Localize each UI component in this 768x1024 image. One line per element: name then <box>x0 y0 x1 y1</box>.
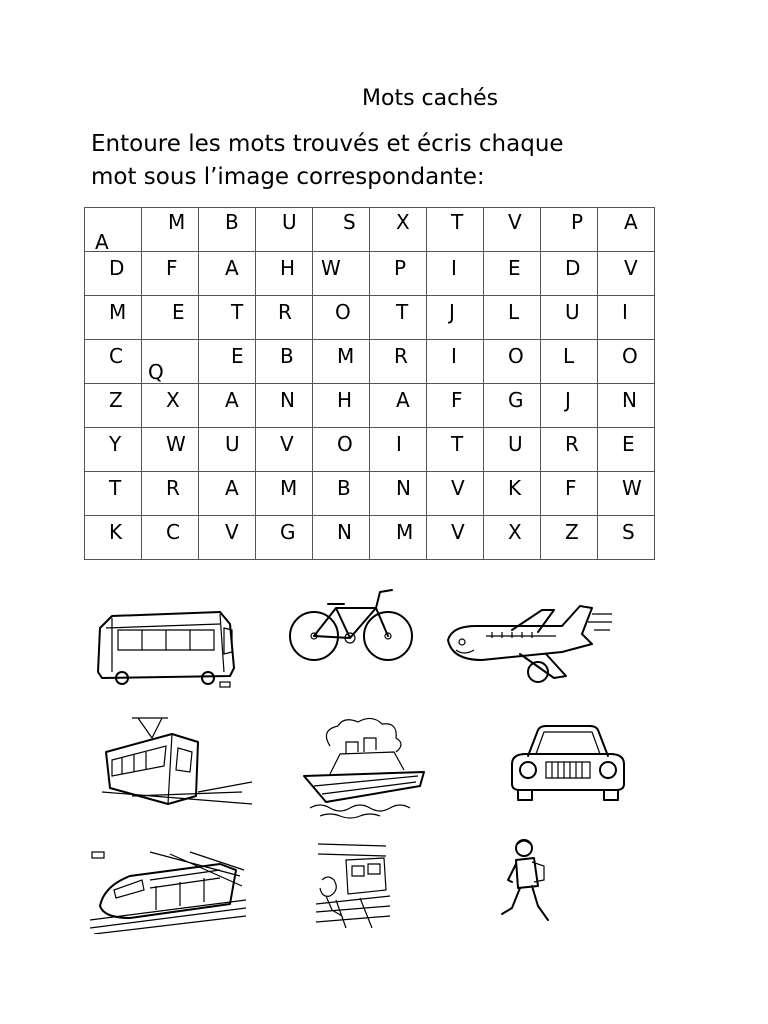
grid-cell[interactable] <box>256 384 313 428</box>
grid-cell[interactable] <box>598 428 655 472</box>
grid-cell[interactable] <box>199 472 256 516</box>
grid-cell[interactable] <box>142 428 199 472</box>
grid-cell[interactable] <box>541 516 598 560</box>
grid-letter: I <box>451 344 457 368</box>
car-image <box>506 720 630 806</box>
grid-letter: P <box>394 256 407 280</box>
grid-cell[interactable] <box>142 384 199 428</box>
grid-cell[interactable] <box>598 472 655 516</box>
grid-cell[interactable] <box>199 384 256 428</box>
grid-letter: T <box>451 432 464 456</box>
grid-letter: E <box>508 256 521 280</box>
grid-cell[interactable] <box>142 252 199 296</box>
instructions <box>91 128 691 194</box>
grid-row <box>85 208 655 252</box>
grid-cell[interactable] <box>85 296 142 340</box>
grid-cell[interactable] <box>85 252 142 296</box>
grid-cell[interactable] <box>427 516 484 560</box>
grid-letter: I <box>622 300 628 324</box>
grid-letter: R <box>278 300 292 324</box>
grid-letter: F <box>451 388 463 412</box>
tram-icon <box>102 712 252 808</box>
grid-letter: O <box>622 344 638 368</box>
grid-row <box>85 252 655 296</box>
grid-letter: M <box>280 476 298 500</box>
grid-cell[interactable] <box>85 472 142 516</box>
grid-letter: K <box>109 520 123 544</box>
grid-letter: X <box>508 520 522 544</box>
grid-row <box>85 384 655 428</box>
grid-cell[interactable] <box>85 208 142 252</box>
grid-cell[interactable] <box>256 472 313 516</box>
grid-letter: U <box>282 210 297 234</box>
grid-letter: I <box>451 256 457 280</box>
grid-cell[interactable] <box>427 252 484 296</box>
grid-letter: S <box>343 210 356 234</box>
grid-letter: J <box>565 388 571 412</box>
grid-letter: S <box>622 520 635 544</box>
grid-cell[interactable] <box>541 384 598 428</box>
grid-cell[interactable] <box>427 384 484 428</box>
grid-cell[interactable] <box>85 428 142 472</box>
grid-cell[interactable] <box>427 472 484 516</box>
instructions-line-1: Entoure les mots trouvés et écris chaque <box>91 131 564 157</box>
grid-letter: V <box>451 476 465 500</box>
grid-letter: L <box>563 344 575 368</box>
grid-letter: M <box>168 210 186 234</box>
grid-cell[interactable] <box>199 340 256 384</box>
grid-letter: Z <box>109 388 123 412</box>
grid-letter: Z <box>565 520 579 544</box>
grid-letter: M <box>109 300 127 324</box>
grid-cell[interactable] <box>598 296 655 340</box>
bus-icon <box>92 606 242 692</box>
grid-row <box>85 296 655 340</box>
grid-letter: X <box>396 210 410 234</box>
grid-row <box>85 340 655 384</box>
grid-cell[interactable] <box>199 208 256 252</box>
grid-cell[interactable] <box>313 208 370 252</box>
grid-letter: N <box>396 476 411 500</box>
grid-cell[interactable] <box>484 252 541 296</box>
grid-cell[interactable] <box>484 296 541 340</box>
grid-letter: H <box>337 388 353 412</box>
grid-cell[interactable] <box>256 208 313 252</box>
grid-cell[interactable] <box>541 428 598 472</box>
airplane-icon <box>442 600 618 690</box>
grid-letter: U <box>225 432 240 456</box>
grid-letter: P <box>571 210 584 234</box>
grid-letter: T <box>231 300 244 324</box>
grid-cell[interactable] <box>370 340 427 384</box>
bicycle-image <box>284 586 416 666</box>
grid-letter: R <box>565 432 579 456</box>
grid-letter: V <box>451 520 465 544</box>
grid-letter: N <box>337 520 352 544</box>
grid-cell[interactable] <box>427 340 484 384</box>
grid-cell[interactable] <box>541 252 598 296</box>
grid-cell[interactable] <box>313 340 370 384</box>
grid-cell[interactable] <box>142 296 199 340</box>
grid-row <box>85 516 655 560</box>
grid-letter: T <box>396 300 409 324</box>
grid-letter: T <box>109 476 122 500</box>
grid-letter: M <box>396 520 414 544</box>
grid-letter: T <box>451 210 464 234</box>
grid-letter: V <box>225 520 239 544</box>
grid-cell[interactable] <box>313 516 370 560</box>
grid-cell[interactable] <box>598 252 655 296</box>
grid-letter: W <box>622 476 642 500</box>
grid-letter: A <box>225 476 239 500</box>
grid-letter: E <box>172 300 185 324</box>
grid-letter: G <box>280 520 296 544</box>
grid-letter: A <box>396 388 410 412</box>
metro-image <box>316 840 390 928</box>
grid-letter: B <box>337 476 351 500</box>
grid-letter: O <box>335 300 351 324</box>
grid-letter: N <box>280 388 295 412</box>
grid-cell[interactable] <box>256 340 313 384</box>
grid-letter: V <box>280 432 294 456</box>
grid-letter: F <box>565 476 577 500</box>
grid-letter: C <box>109 344 123 368</box>
grid-cell[interactable] <box>541 208 598 252</box>
grid-cell[interactable] <box>85 384 142 428</box>
grid-cell[interactable] <box>598 384 655 428</box>
grid-cell[interactable] <box>484 428 541 472</box>
train-icon <box>90 846 246 934</box>
grid-letter: V <box>624 256 638 280</box>
grid-cell[interactable] <box>256 252 313 296</box>
grid-letter: C <box>166 520 180 544</box>
grid-letter: I <box>396 432 402 456</box>
grid-cell[interactable] <box>484 340 541 384</box>
grid-letter: W <box>321 256 341 280</box>
grid-letter: N <box>622 388 637 412</box>
grid-cell[interactable] <box>598 516 655 560</box>
walking-child-image <box>498 836 558 928</box>
grid-row <box>85 472 655 516</box>
page-title: Mots cachés <box>362 86 499 111</box>
grid-letter: A <box>225 388 239 412</box>
grid-cell[interactable] <box>598 340 655 384</box>
metro-icon <box>316 840 390 928</box>
grid-cell[interactable] <box>199 296 256 340</box>
grid-cell[interactable] <box>598 208 655 252</box>
airplane-image <box>442 600 618 690</box>
grid-cell[interactable] <box>484 384 541 428</box>
instructions-line-2: mot sous l’image correspondante: <box>91 164 485 190</box>
grid-letter: X <box>166 388 180 412</box>
grid-letter: H <box>280 256 296 280</box>
grid-cell[interactable] <box>85 340 142 384</box>
grid-letter: U <box>508 432 523 456</box>
grid-cell[interactable] <box>256 428 313 472</box>
grid-letter: Y <box>109 432 122 456</box>
grid-cell[interactable] <box>484 208 541 252</box>
grid-letter: A <box>624 210 638 234</box>
grid-cell[interactable] <box>370 472 427 516</box>
grid-letter: R <box>394 344 408 368</box>
grid-cell[interactable] <box>541 296 598 340</box>
ship-icon <box>300 716 432 822</box>
grid-cell[interactable] <box>313 472 370 516</box>
grid-cell[interactable] <box>370 516 427 560</box>
grid-letter: O <box>508 344 524 368</box>
grid-cell[interactable] <box>541 472 598 516</box>
grid-letter: D <box>109 256 125 280</box>
grid-row <box>85 428 655 472</box>
grid-cell[interactable] <box>199 428 256 472</box>
grid-cell[interactable] <box>484 516 541 560</box>
grid-cell[interactable] <box>313 296 370 340</box>
grid-cell[interactable] <box>370 208 427 252</box>
grid-cell[interactable] <box>142 516 199 560</box>
grid-cell[interactable] <box>313 384 370 428</box>
grid-letter: Q <box>148 360 164 384</box>
grid-cell[interactable] <box>256 296 313 340</box>
grid-letter: A <box>225 256 239 280</box>
grid-cell[interactable] <box>142 472 199 516</box>
grid-letter: B <box>225 210 239 234</box>
grid-cell[interactable] <box>256 516 313 560</box>
grid-cell[interactable] <box>370 296 427 340</box>
grid-letter: J <box>449 300 455 324</box>
grid-cell[interactable] <box>427 296 484 340</box>
grid-letter: R <box>166 476 180 500</box>
grid-cell[interactable] <box>370 428 427 472</box>
grid-letter: G <box>508 388 524 412</box>
ship-image <box>300 716 432 822</box>
grid-cell[interactable] <box>313 428 370 472</box>
word-search-grid <box>84 207 655 560</box>
tram-image <box>102 712 252 808</box>
bus-image <box>92 606 242 692</box>
grid-letter: K <box>508 476 522 500</box>
grid-letter: E <box>622 432 635 456</box>
grid-cell[interactable] <box>370 252 427 296</box>
grid-cell[interactable] <box>199 252 256 296</box>
grid-cell[interactable] <box>541 340 598 384</box>
grid-letter: M <box>337 344 355 368</box>
bicycle-icon <box>284 586 416 666</box>
train-image <box>90 846 246 934</box>
grid-cell[interactable] <box>142 208 199 252</box>
grid-cell[interactable] <box>142 340 199 384</box>
grid-cell[interactable] <box>199 516 256 560</box>
grid-letter: O <box>337 432 353 456</box>
grid-letter: A <box>95 230 109 254</box>
grid-letter: U <box>565 300 580 324</box>
walking-child-icon <box>498 836 558 928</box>
grid-cell[interactable] <box>427 428 484 472</box>
grid-letter: V <box>508 210 522 234</box>
grid-cell[interactable] <box>85 516 142 560</box>
grid-cell[interactable] <box>484 472 541 516</box>
grid-letter: L <box>508 300 520 324</box>
grid-cell[interactable] <box>427 208 484 252</box>
grid-cell[interactable] <box>370 384 427 428</box>
grid-letter: W <box>166 432 186 456</box>
grid-letter: F <box>166 256 178 280</box>
grid-letter: D <box>565 256 581 280</box>
car-icon <box>506 720 630 806</box>
grid-letter: B <box>280 344 294 368</box>
grid-cell[interactable] <box>313 252 370 296</box>
grid-letter: E <box>231 344 244 368</box>
